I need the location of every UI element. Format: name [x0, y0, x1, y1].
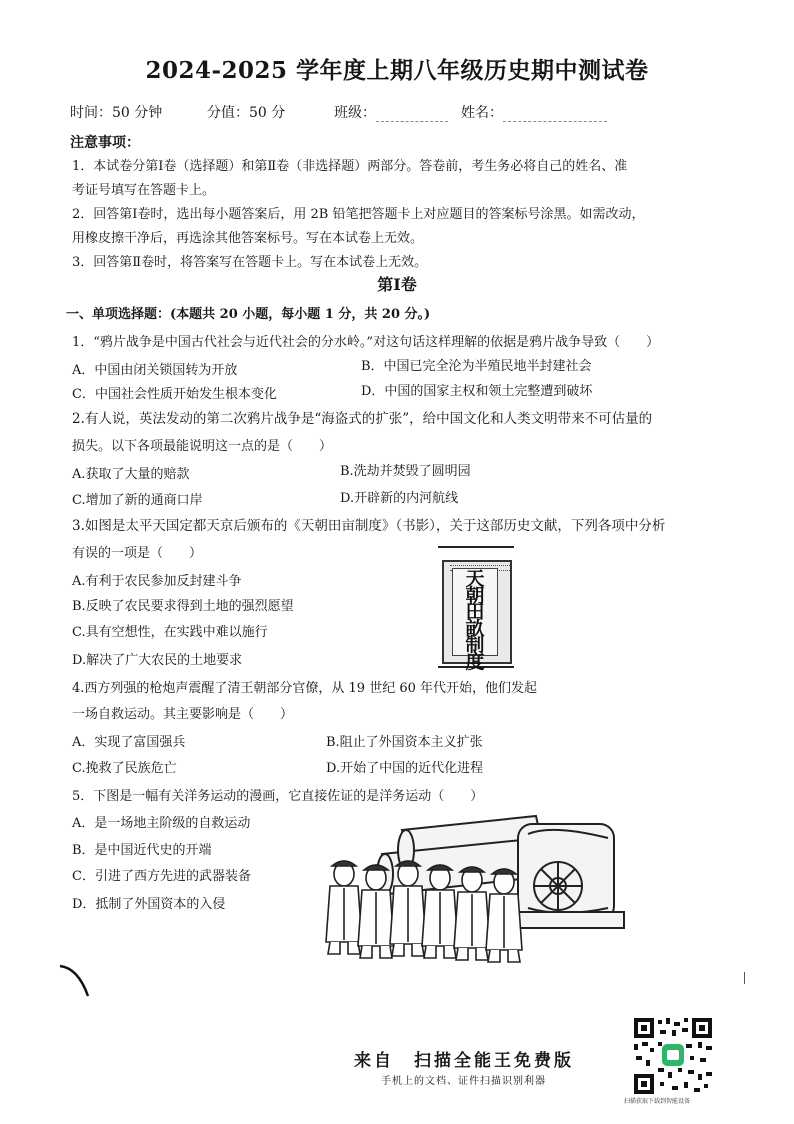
- name-blank: [503, 107, 607, 122]
- watermark-sub: 手机上的文档、证件扫描识别利器: [381, 1076, 546, 1087]
- q5-option-a: A．是一场地主阶级的自救运动: [72, 816, 251, 831]
- notes-line-1: 1．本试卷分第Ⅰ卷（选择题）和第Ⅱ卷（非选择题）两部分。答卷前，考生务必将自己的姓名、准: [72, 159, 628, 174]
- class-label: 班级：: [334, 105, 376, 121]
- notes-heading: 注意事项：: [70, 135, 140, 151]
- q5-option-b: B．是中国近代史的开端: [72, 843, 212, 858]
- q2-stem-1: 2.有人说，英法发动的第二次鸦片战争是“海盗式的扩张”，给中国文化和人类文明带来不可估量的: [72, 411, 653, 427]
- name-field: [461, 104, 607, 122]
- q4-stem-2: 一场自救运动。其主要影响是（ ）: [72, 707, 294, 722]
- q3-stem-1: 3.如图是太平天国定都天京后颁布的《天朝田亩制度》（书影），关于这部历史文献，下列各项中分析: [72, 518, 666, 534]
- q1-option-b: B．中国已完全沦为半殖民地半封建社会: [361, 359, 592, 374]
- q1-stem: 1．“鸦片战争是中国古代社会与近代社会的分水岭。”对这句话这样理解的依据是鸦片战争导致（ ）: [72, 335, 660, 350]
- q3-option-b: B.反映了农民要求得到土地的强烈愿望: [72, 599, 294, 614]
- q2-stem-2: 损失。以下各项最能说明这一点的是（ ）: [72, 439, 333, 454]
- name-label: 姓名：: [461, 105, 503, 121]
- q1-option-d: D．中国的国家主权和领土完整遭到破坏: [361, 384, 593, 399]
- notes-line-5: 3．回答第Ⅱ卷时，将答案写在答题卡上。写在本试卷上无效。: [72, 255, 428, 270]
- q3-option-d: D.解决了广大农民的土地要求: [72, 653, 243, 668]
- exam-time: 时间：50 分钟: [70, 105, 163, 121]
- q2-option-c: C.增加了新的通商口岸: [72, 493, 203, 508]
- book-title-panel: [452, 568, 498, 673]
- q3-stem-2: 有误的一项是（ ）: [72, 546, 203, 561]
- watermark-main: 来自 扫描全能王免费版: [354, 1051, 574, 1071]
- notes-line-4: 用橡皮擦干净后，再选涂其他答案标号。写在本试卷上无效。: [72, 231, 424, 246]
- q4-option-d: D.开始了中国的近代化进程: [326, 761, 484, 776]
- volume-title: 第Ⅰ卷: [377, 275, 417, 294]
- q3-option-c: C.具有空想性，在实践中难以施行: [72, 625, 268, 640]
- exam-score: 分值：50 分: [207, 105, 286, 121]
- q4-stem-1: 4.西方列强的枪炮声震醒了清王朝部分官僚，从 19 世纪 60 年代开始，他们发起: [72, 681, 538, 696]
- q2-option-a: A.获取了大量的赔款: [72, 467, 190, 482]
- class-blank: [376, 107, 448, 122]
- q3-option-a: A.有利于农民参加反封建斗争: [72, 574, 242, 589]
- class-field: [334, 104, 448, 122]
- q5-option-c: C．引进了西方先进的武器装备: [72, 869, 251, 884]
- scan-tick-mark: [744, 972, 745, 984]
- official-1: [326, 861, 362, 954]
- q5-stem: 5．下图是一幅有关洋务运动的漫画，它直接佐证的是洋务运动（ ）: [72, 789, 484, 804]
- q1-option-c: C．中国社会性质开始发生根本变化: [72, 387, 277, 402]
- yangwu-cannon-cartoon: [322, 812, 628, 968]
- q5-option-d: D．抵制了外国资本的入侵: [72, 897, 226, 912]
- book-illustration: [438, 546, 514, 673]
- book-title: 天 朝 田 畝 制 度: [465, 568, 485, 673]
- q4-option-b: B.阻止了外国资本主义扩张: [326, 735, 483, 750]
- qr-code-icon[interactable]: [632, 1016, 714, 1096]
- exam-title: 2024-2025 学年度上期八年级历史期中测试卷: [145, 57, 649, 84]
- section-title: 一、单项选择题：(本题共 20 小题，每小题 1 分，共 20 分。): [66, 307, 431, 322]
- scan-edge-mark: [58, 962, 98, 998]
- q4-option-c: C.挽救了民族危亡: [72, 761, 177, 776]
- notes-line-2: 考证号填写在答题卡上。: [72, 183, 216, 198]
- q2-option-b: B.洗劫并焚毁了圆明园: [340, 464, 471, 479]
- q4-option-a: A．实现了富国强兵: [72, 735, 186, 750]
- watermark-tiny: 扫描获取下载到智能设备: [624, 1098, 691, 1105]
- book-cover: [442, 560, 512, 673]
- q2-option-d: D.开辟新的内河航线: [340, 491, 459, 506]
- q1-option-a: A．中国由闭关锁国转为开放: [72, 363, 238, 378]
- notes-line-3: 2．回答第Ⅰ卷时，选出每小题答案后，用 2B 铅笔把答题卡上对应题目的答案标号涂黑。如需改动，: [72, 207, 645, 222]
